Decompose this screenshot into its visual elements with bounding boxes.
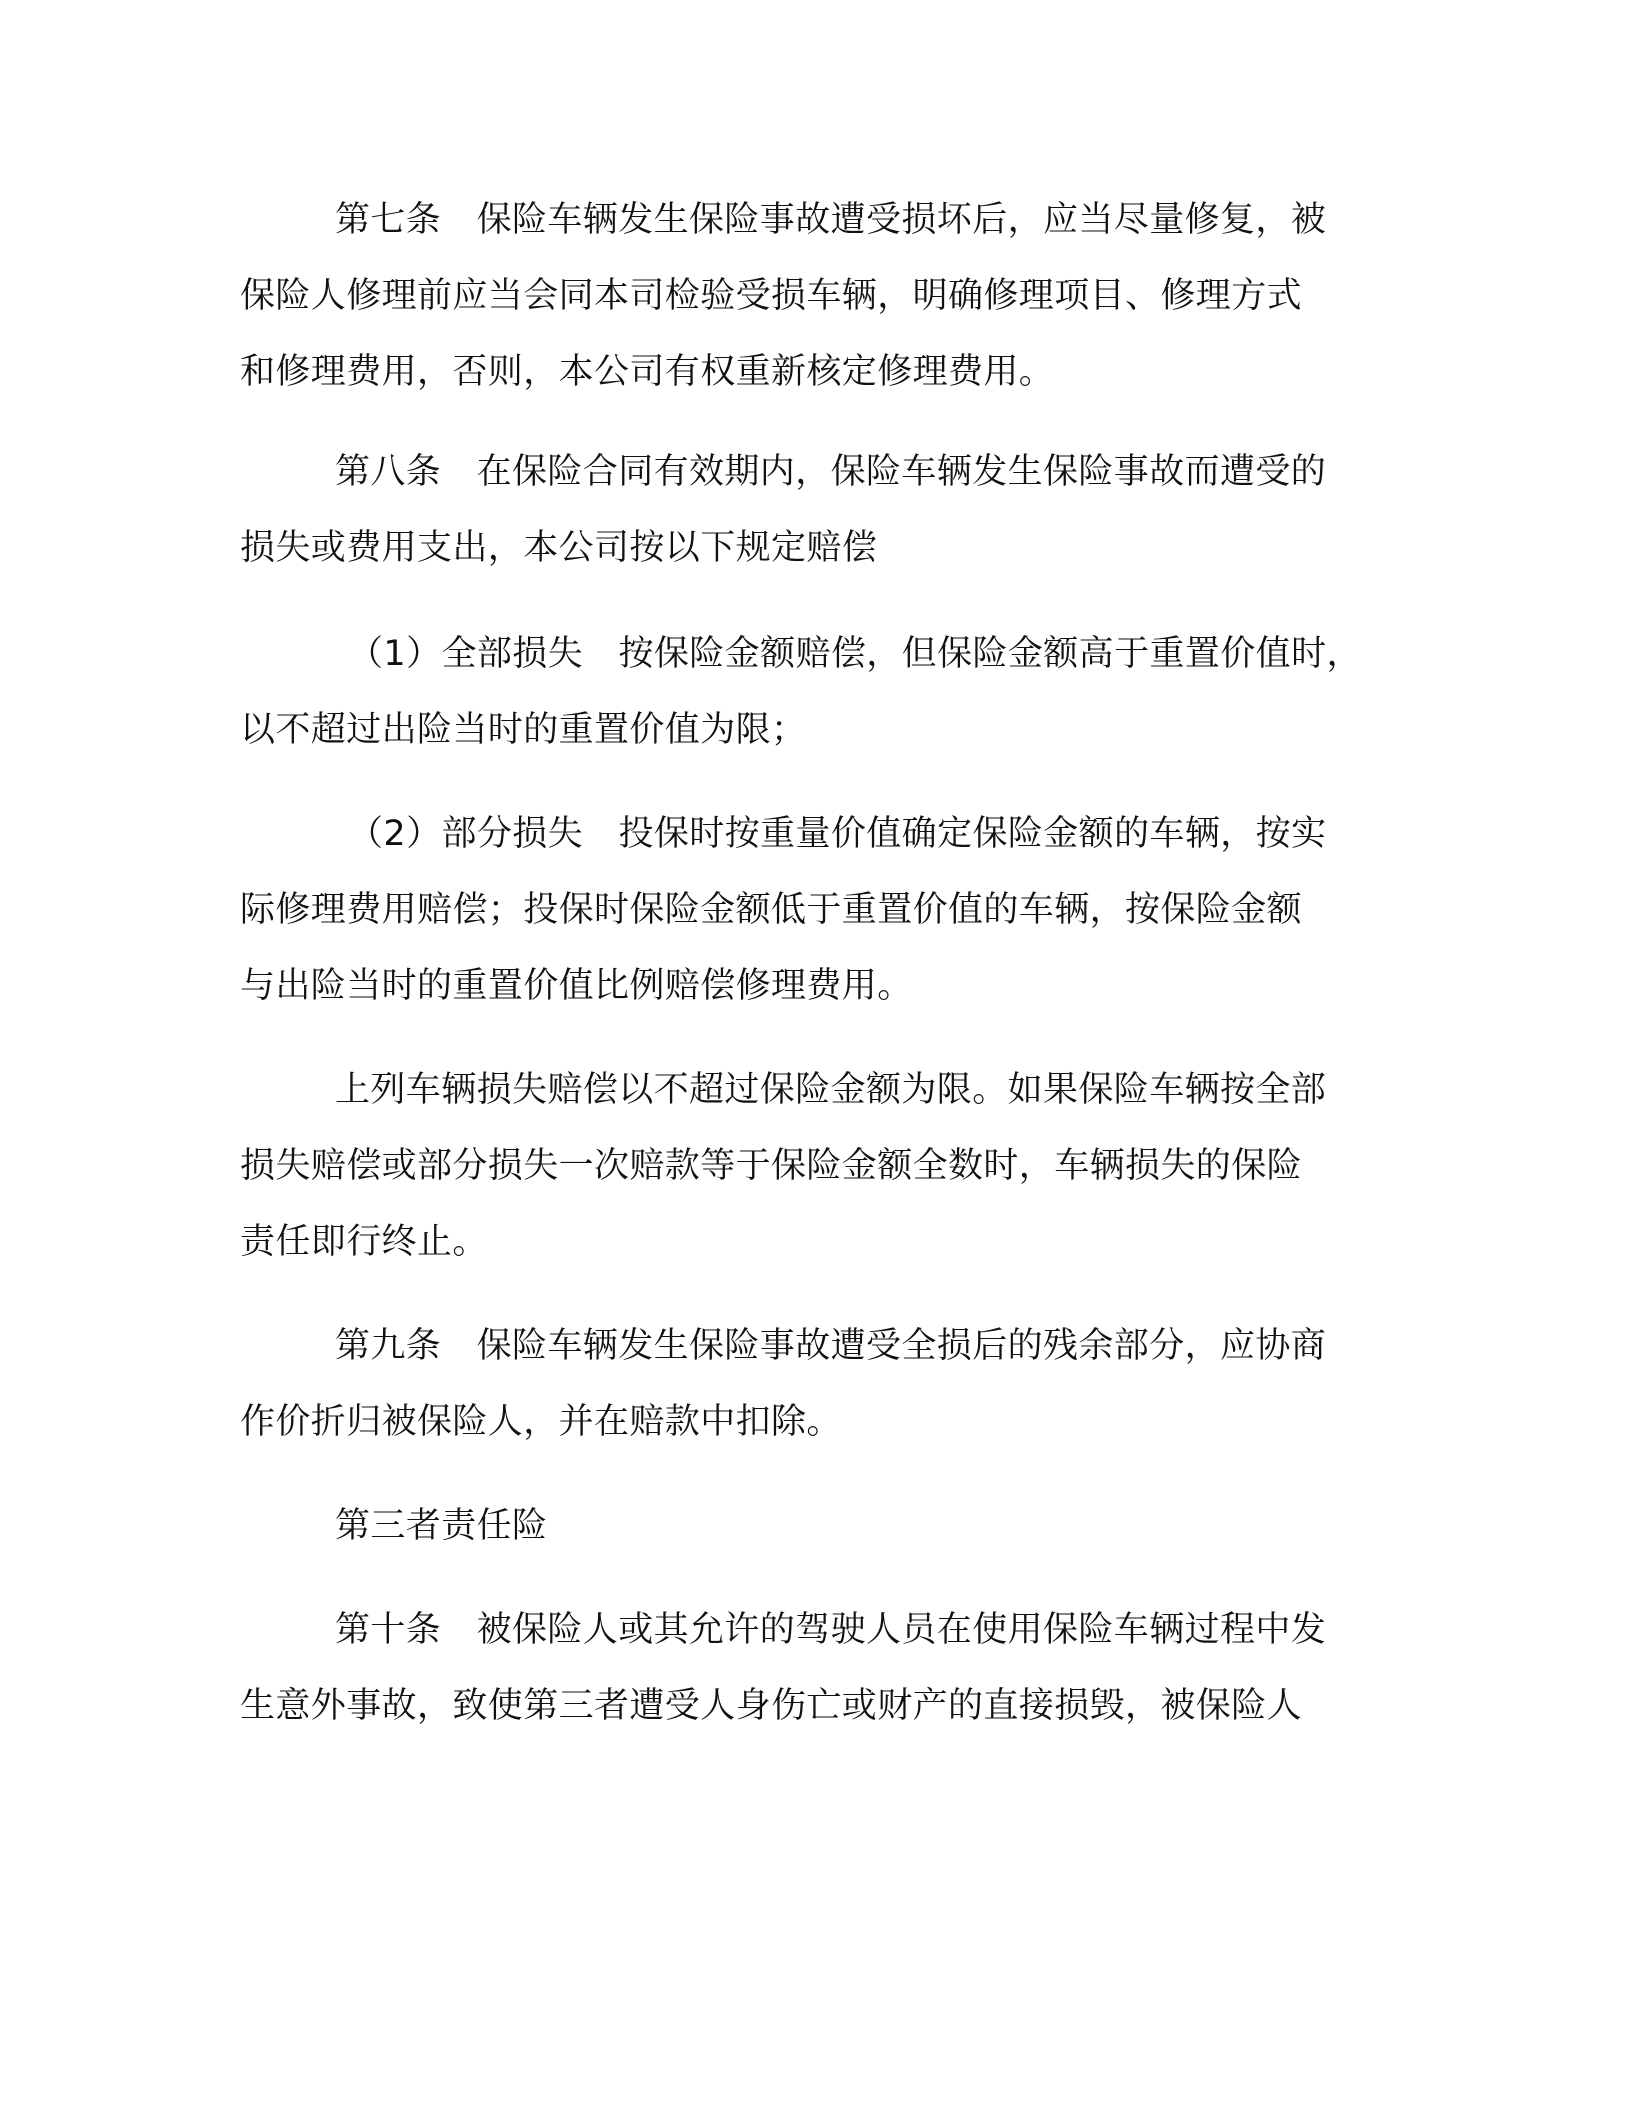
limit-para-line-3: 责任即行终止。 [240, 1222, 488, 1262]
article-7-line-1: 第七条 保险车辆发生保险事故遭受损坏后，应当尽量修复，被 [335, 200, 1327, 240]
article-7-line-2: 保险人修理前应当会同本司检验受损车辆，明确修理项目、修理方式 [240, 276, 1303, 316]
article-10-line-2: 生意外事故，致使第三者遭受人身伤亡或财产的直接损毁，被保险人 [240, 1686, 1303, 1726]
article-10-line-1: 第十条 被保险人或其允许的驾驶人员在使用保险车辆过程中发 [335, 1610, 1327, 1650]
item-2-line-1: （2）部分损失 投保时按重量价值确定保险金额的车辆，按实 [348, 814, 1327, 854]
article-8-line-1: 第八条 在保险合同有效期内，保险车辆发生保险事故而遭受的 [335, 452, 1327, 492]
limit-para-line-2: 损失赔偿或部分损失一次赔款等于保险金额全数时，车辆损失的保险 [240, 1146, 1303, 1186]
item-1-line-2: 以不超过出险当时的重置价值为限； [240, 710, 807, 750]
item-2-line-2: 际修理费用赔偿；投保时保险金额低于重置价值的车辆，按保险金额 [240, 890, 1303, 930]
article-8-line-2: 损失或费用支出，本公司按以下规定赔偿 [240, 528, 878, 568]
item-2-line-3: 与出险当时的重置价值比例赔偿修理费用。 [240, 966, 913, 1006]
limit-para-line-1: 上列车辆损失赔偿以不超过保险金额为限。如果保险车辆按全部 [335, 1070, 1327, 1110]
article-7-line-3: 和修理费用，否则，本公司有权重新核定修理费用。 [240, 352, 1055, 392]
article-9-line-1: 第九条 保险车辆发生保险事故遭受全损后的残余部分，应协商 [335, 1326, 1327, 1366]
section-heading-third-party: 第三者责任险 [335, 1506, 548, 1546]
article-9-line-2: 作价折归被保险人，并在赔款中扣除。 [240, 1402, 842, 1442]
item-1-line-1: （1）全部损失 按保险金额赔偿，但保险金额高于重置价值时， [348, 634, 1362, 674]
